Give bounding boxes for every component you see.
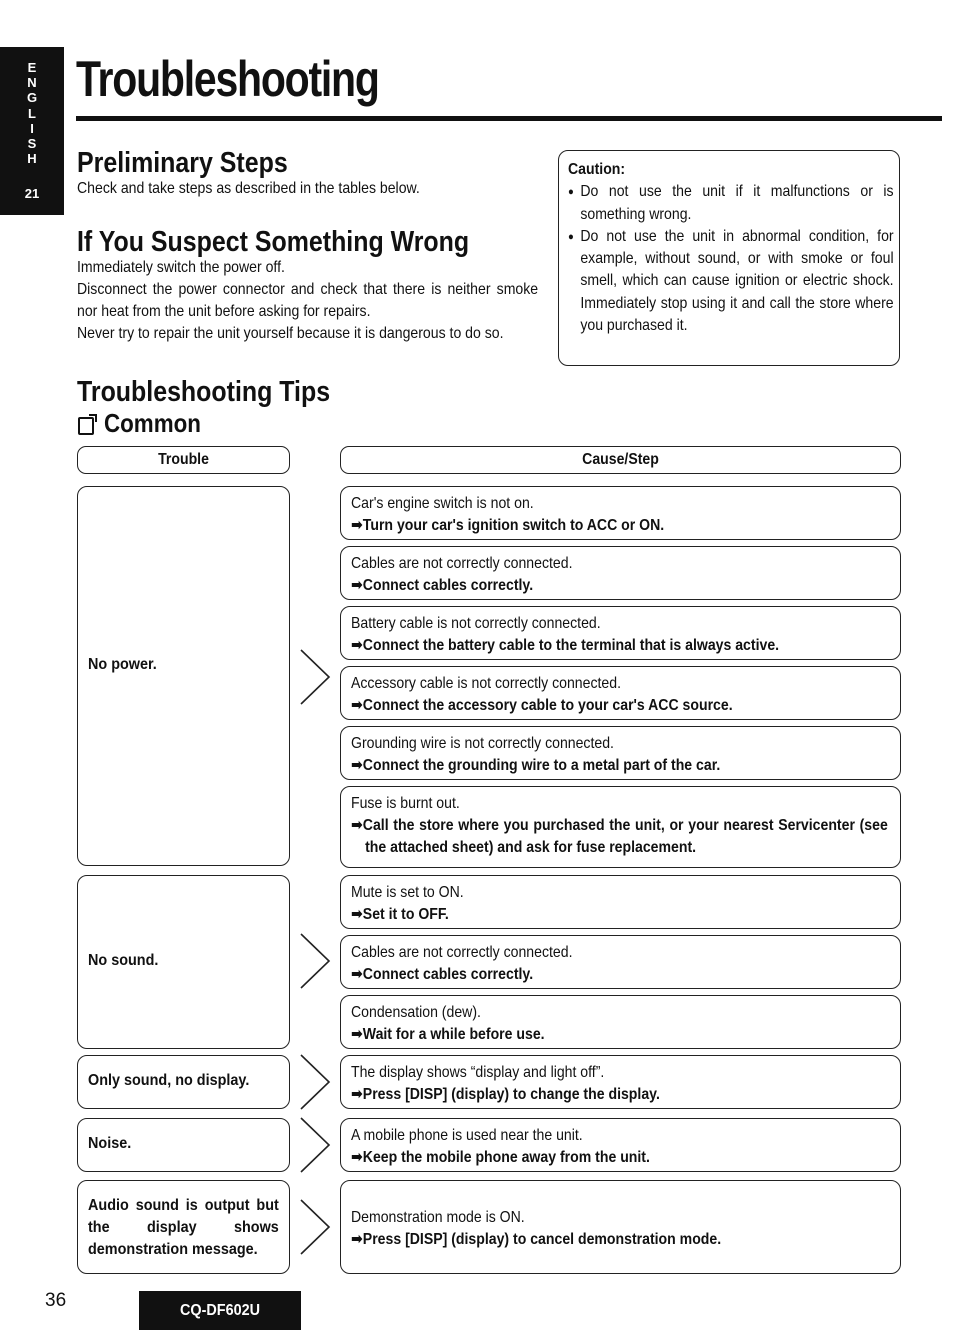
cause-box <box>340 546 901 600</box>
trouble-column-header <box>77 446 290 474</box>
title-rule <box>76 116 942 121</box>
cause-box <box>340 666 901 720</box>
step-text: ➡Connect the battery cable to the terminal that is always active. <box>351 637 780 654</box>
cause-column-header <box>340 446 901 474</box>
trouble-label: No sound. <box>88 952 159 969</box>
tab-letter: E <box>27 60 37 75</box>
cause-box <box>340 935 901 989</box>
step-text: ➡Connect the accessory cable to your car's ACC source. <box>351 697 733 714</box>
cause-text: A mobile phone is used near the unit. <box>351 1127 583 1144</box>
step-text: ➡Set it to OFF. <box>351 906 449 923</box>
suspect-heading: If You Suspect Something Wrong <box>77 226 470 258</box>
step-text: ➡Keep the mobile phone away from the unit. <box>351 1149 650 1166</box>
caution-item: ● Do not use the unit if it malfunctions or is something wrong. <box>568 181 894 226</box>
cause-text: Fuse is burnt out. <box>351 795 460 812</box>
model-badge <box>139 1291 301 1330</box>
cause-box <box>340 486 901 540</box>
tab-letter: N <box>27 75 37 91</box>
arrow-right-icon <box>298 1116 332 1174</box>
step-text: ➡Press [DISP] (display) to cancel demonstration mode. <box>351 1231 722 1248</box>
step-text: ➡Connect cables correctly. <box>351 577 534 594</box>
cause-text: The display shows “display and light off”. <box>351 1064 605 1081</box>
trouble-box <box>77 1055 290 1109</box>
suspect-text <box>77 257 538 345</box>
tab-letter: S <box>27 136 37 152</box>
step-text: ➡Wait for a while before use. <box>351 1026 545 1043</box>
preliminary-heading: Preliminary Steps <box>77 147 288 179</box>
trouble-label: Noise. <box>88 1135 132 1152</box>
suspect-line: Immediately switch the power off. <box>77 259 285 276</box>
cause-text: Grounding wire is not correctly connected. <box>351 735 614 752</box>
arrow-right-icon <box>298 1053 332 1111</box>
cause-text: Car's engine switch is not on. <box>351 495 534 512</box>
section-number: 21 <box>24 186 40 201</box>
caution-box <box>558 150 900 366</box>
trouble-box <box>77 486 290 866</box>
cause-text: Battery cable is not correctly connected. <box>351 615 601 632</box>
step-text: ➡Connect the grounding wire to a metal part of the car. <box>351 757 721 774</box>
cause-box <box>340 726 901 780</box>
tab-letter: G <box>26 90 38 106</box>
trouble-box <box>77 1180 290 1274</box>
page-number: 36 <box>45 1290 67 1311</box>
page-title: Troubleshooting <box>76 51 379 107</box>
language-side-tab <box>0 47 64 215</box>
tips-subheading: Common <box>104 408 201 438</box>
arrow-right-icon <box>298 1198 332 1256</box>
suspect-line: Disconnect the power connector and check that there is neither smoke nor heat from the unit before asking for repairs. <box>77 281 539 320</box>
trouble-label: No power. <box>88 656 157 673</box>
cause-box <box>340 606 901 660</box>
tab-letter: L <box>28 105 36 121</box>
caution-item: ● Do not use the unit in abnormal condition, for example, without sound, or with smoke or foul smell, which can cause ignition or electric shock. Immediately stop using it and call the store where you purchased it. <box>568 226 894 337</box>
suspect-line: Never try to repair the unit yourself because it is dangerous to do so. <box>77 325 504 342</box>
tab-letter: I <box>30 120 34 136</box>
cause-box <box>340 875 901 929</box>
cause-text: Cables are not correctly connected. <box>351 555 573 572</box>
trouble-label: Audio sound is output but the display shows demonstration message. <box>88 1197 279 1258</box>
trouble-column-label: Trouble <box>158 451 209 468</box>
preliminary-text: Check and take steps as described in the tables below. <box>77 180 420 197</box>
cause-text: Condensation (dew). <box>351 1004 481 1021</box>
model-label: CQ-DF602U <box>179 1302 261 1319</box>
cause-box <box>340 1180 901 1274</box>
cause-column-label: Cause/Step <box>582 451 659 468</box>
language-letters <box>24 60 40 166</box>
cause-text: Accessory cable is not correctly connected. <box>351 675 621 692</box>
checkbox-square-icon <box>78 417 94 435</box>
arrow-right-icon <box>298 932 332 990</box>
caution-title: Caution: <box>568 161 626 178</box>
cause-text: Demonstration mode is ON. <box>351 1209 525 1226</box>
cause-box <box>340 995 901 1049</box>
trouble-box <box>77 875 290 1049</box>
trouble-box <box>77 1118 290 1172</box>
arrow-right-icon <box>298 648 332 706</box>
tips-heading: Troubleshooting Tips <box>77 376 331 408</box>
step-text: ➡Press [DISP] (display) to change the display. <box>351 1086 660 1103</box>
step-text: ➡Call the store where you purchased the unit, or your nearest Servicenter (see the attached sheet) and ask for fuse replacement. <box>351 817 888 856</box>
cause-text: Mute is set to ON. <box>351 884 464 901</box>
cause-box <box>340 1055 901 1109</box>
step-text: ➡Connect cables correctly. <box>351 966 534 983</box>
trouble-label: Only sound, no display. <box>88 1072 250 1089</box>
step-text: ➡Turn your car's ignition switch to ACC or ON. <box>351 517 665 534</box>
tab-letter: H <box>27 151 37 167</box>
cause-box <box>340 786 901 868</box>
cause-box <box>340 1118 901 1172</box>
cause-text: Cables are not correctly connected. <box>351 944 573 961</box>
